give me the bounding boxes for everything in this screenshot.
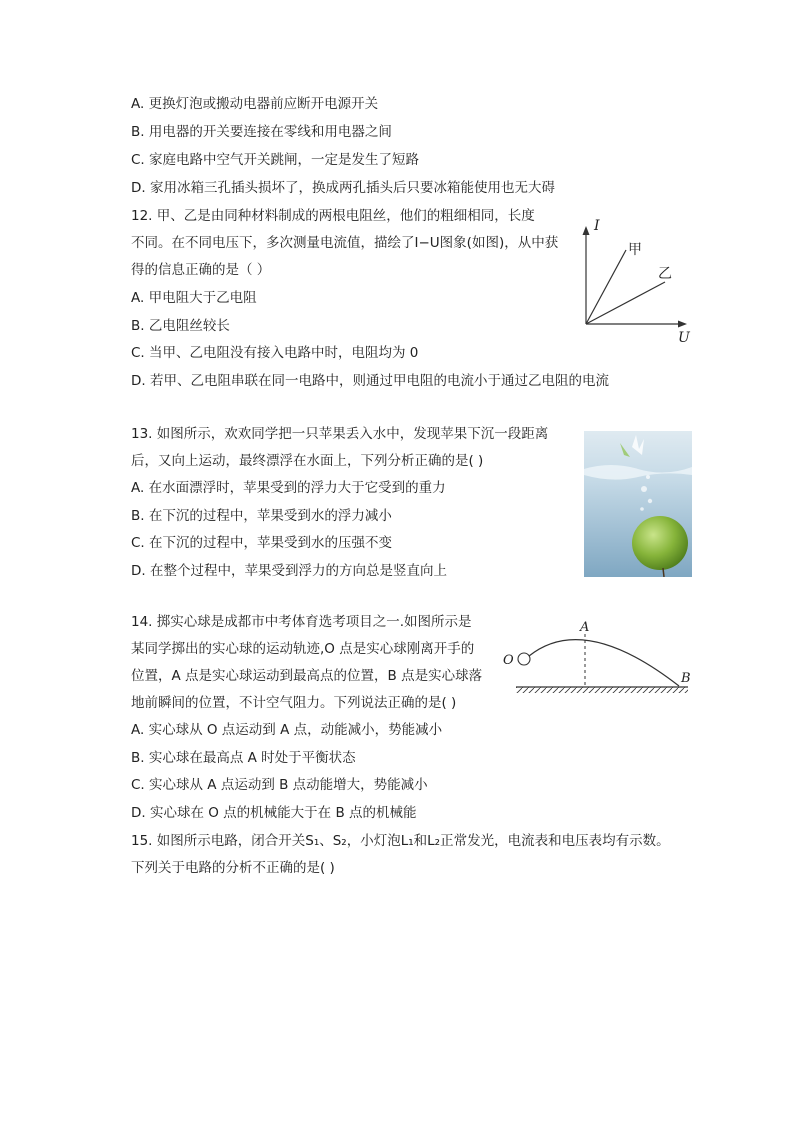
bubble	[641, 486, 647, 492]
i-axis-arrow-icon	[583, 226, 590, 235]
line-yi-label: 乙	[658, 266, 672, 282]
q14-stem-line-3: 位置，A 点是实心球运动到最高点的位置，B 点是实心球落	[131, 668, 483, 684]
apple	[632, 516, 688, 570]
q13-option-d: D. 在整个过程中，苹果受到浮力的方向总是竖直向上	[131, 563, 447, 579]
q12-stem-line-2: 不同。在不同电压下，多次测量电流值，描绘了I−U图象(如图)，从中获	[131, 235, 559, 251]
label-a: A	[580, 620, 590, 635]
q12-option-a: A. 甲电阻大于乙电阻	[131, 290, 257, 306]
u-axis-arrow-icon	[678, 321, 687, 328]
i-axis-label: I	[594, 218, 600, 234]
q11-option-c: C. 家庭电路中空气开关跳闸，一定是发生了短路	[131, 152, 420, 168]
q14-option-c: C. 实心球从 A 点运动到 B 点动能增大，势能减小	[131, 777, 428, 793]
q14-stem-line-2: 某同学掷出的实心球的运动轨迹,O 点是实心球刚离开手的	[131, 641, 475, 657]
q14-option-a: A. 实心球从 O 点运动到 A 点，动能减小，势能减小	[131, 722, 443, 738]
bubble	[640, 507, 644, 511]
iu-graph	[570, 212, 700, 347]
line-jia-label: 甲	[628, 242, 642, 258]
q14-option-b: B. 实心球在最高点 A 时处于平衡状态	[131, 750, 356, 766]
u-axis-label: U	[678, 330, 690, 346]
q12-stem-line-3: 得的信息正确的是（ ）	[131, 262, 271, 278]
apple-stem	[663, 568, 664, 577]
label-b: B	[681, 671, 691, 686]
q12-option-d: D. 若甲、乙电阻串联在同一电路中，则通过甲电阻的电流小于通过乙电阻的电流	[131, 373, 609, 389]
q11-option-b: B. 用电器的开关要连接在零线和用电器之间	[131, 124, 392, 140]
q15-stem-line-1: 15. 如图所示电路，闭合开关S₁、S₂，小灯泡L₁和L₂正常发光，电流表和电压表均有示数。	[131, 833, 670, 849]
q14-stem-line-1: 14. 掷实心球是成都市中考体育选考项目之一.如图所示是	[131, 614, 472, 630]
bubble	[648, 499, 652, 503]
trajectory-curve	[529, 640, 679, 686]
q14-option-d: D. 实心球在 O 点的机械能大于在 B 点的机械能	[131, 805, 417, 821]
trajectory-figure	[498, 616, 698, 696]
q13-option-c: C. 在下沉的过程中，苹果受到水的压强不变	[131, 535, 393, 551]
q11-option-d: D. 家用冰箱三孔插头损坏了，换成两孔插头后只要冰箱能使用也无大碍	[131, 180, 555, 196]
bubble	[646, 475, 650, 479]
q13-stem-line-2: 后，又向上运动，最终漂浮在水面上，下列分析正确的是( )	[131, 453, 484, 469]
ground-hatch	[516, 687, 688, 693]
q12-stem-line-1: 12. 甲、乙是由同种材料制成的两根电阻丝，他们的粗细相同，长度	[131, 208, 535, 224]
apple-water-photo	[584, 431, 692, 577]
q13-option-a: A. 在水面漂浮时，苹果受到的浮力大于它受到的重力	[131, 480, 446, 496]
q13-option-b: B. 在下沉的过程中，苹果受到水的浮力减小	[131, 508, 392, 524]
q12-option-c: C. 当甲、乙电阻没有接入电路中时，电阻均为 0	[131, 345, 419, 361]
label-o: O	[503, 653, 514, 668]
q13-stem-line-1: 13. 如图所示，欢欢同学把一只苹果丢入水中，发现苹果下沉一段距离	[131, 426, 549, 442]
ball-o	[518, 653, 530, 665]
q14-stem-line-4: 地前瞬间的位置，不计空气阻力。下列说法正确的是( )	[131, 695, 457, 711]
q15-stem-line-2: 下列关于电路的分析不正确的是( )	[131, 860, 335, 876]
q11-option-a: A. 更换灯泡或搬动电器前应断开电源开关	[131, 96, 379, 112]
q12-option-b: B. 乙电阻丝较长	[131, 318, 230, 334]
